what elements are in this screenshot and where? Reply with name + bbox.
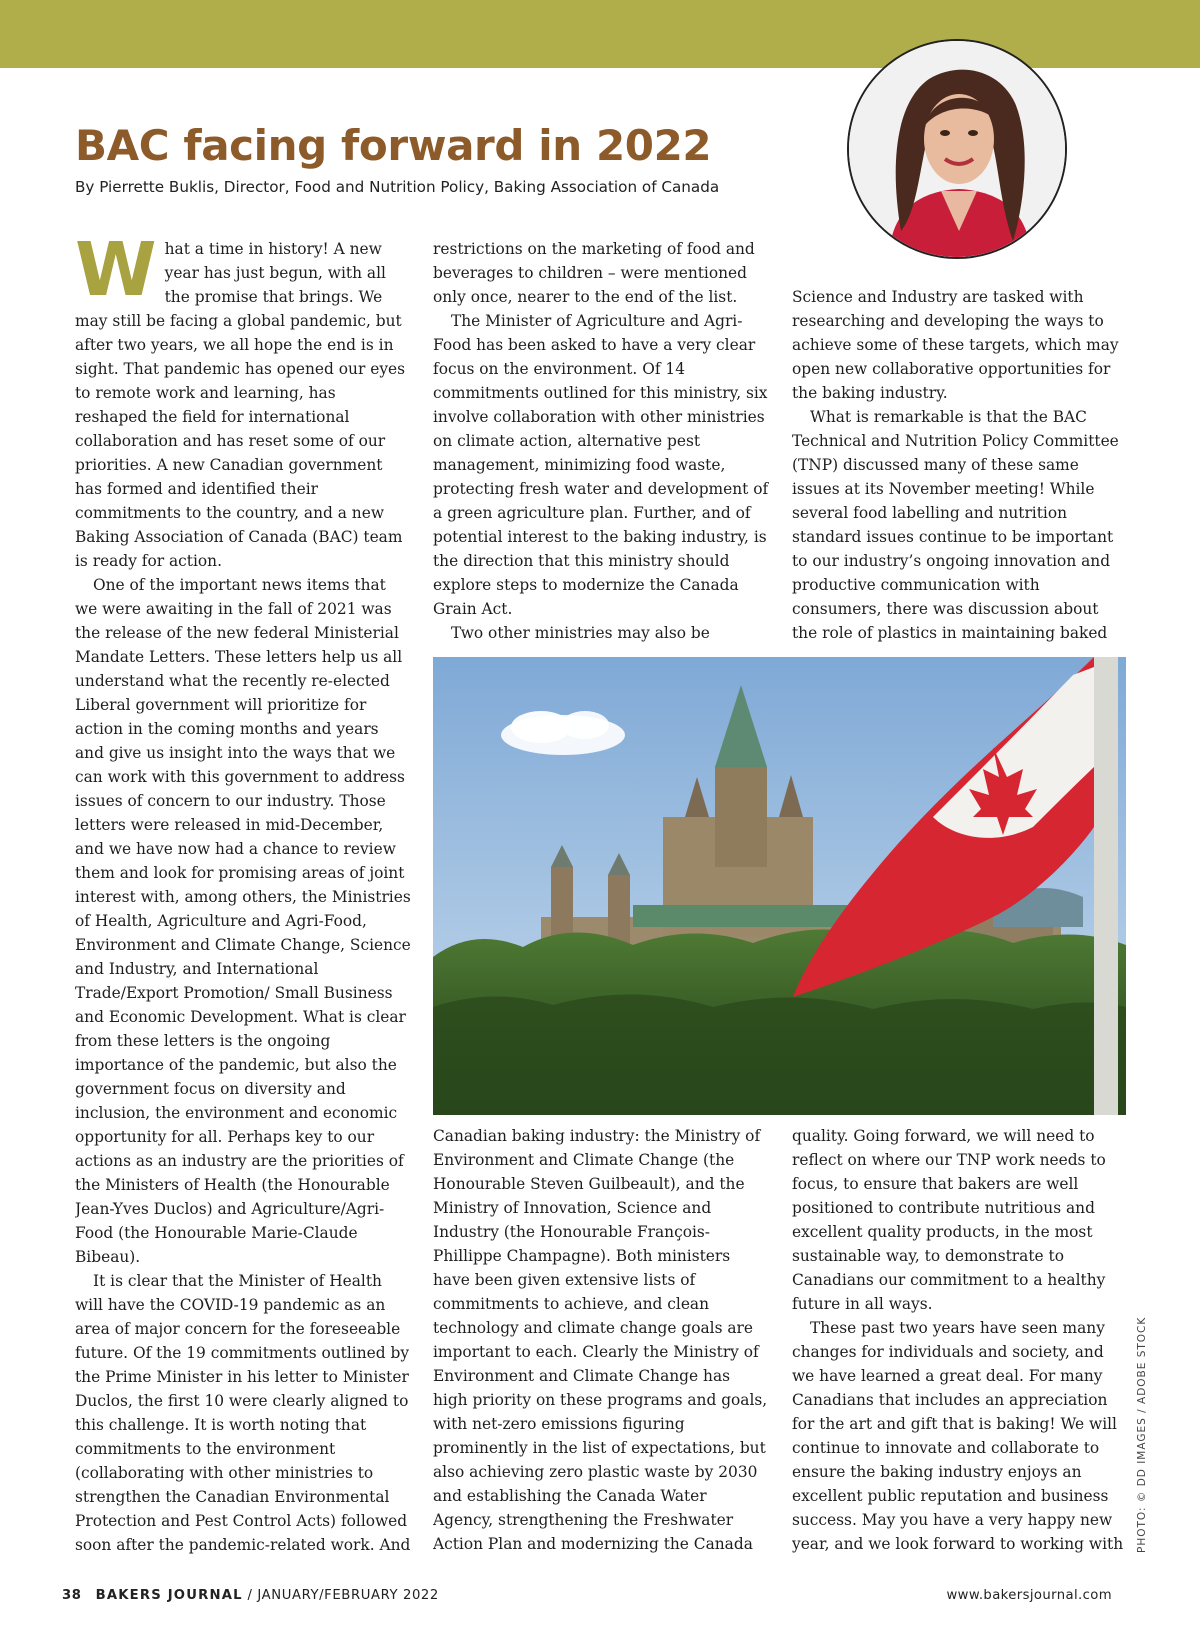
paragraph: quality. Going forward, we will need to reflect on where our TNP work needs to focus, to ensure that bakers are well positioned to contribute nutritious and excellent quality products, in the most sustainable way, to demonstrate to Canadians our commitment to a healthy future in all ways. xyxy=(792,1127,1106,1313)
paragraph: Two other ministries may also be xyxy=(451,624,710,642)
paragraph: restrictions on the marketing of food and beverages to children – were mentioned only once, nearer to the end of the list. xyxy=(433,240,755,306)
column-2-top xyxy=(433,237,769,645)
column-3-top xyxy=(792,285,1128,645)
paragraph-text: hat a time in history! A new year has just begun, with all the promise that brings. We may still be facing a global pandemic, but after two years, we all hope the end is in sight. That pandemic has opened our eyes to remote work and learning, has reshaped the field for international collaboration and has reset some of our priorities. A new Canadian government has formed and identified their commitments to the country, and a new Baking Association of Canada (BAC) team is ready for action. xyxy=(75,240,406,570)
author-portrait xyxy=(847,39,1067,259)
article-byline: By Pierrette Buklis, Director, Food and Nutrition Policy, Baking Association of Canada xyxy=(75,178,720,196)
author-photo-image xyxy=(849,41,1067,259)
column-2-bottom xyxy=(433,1124,769,1556)
issue-date: / JANUARY/FEBRUARY 2022 xyxy=(242,1588,439,1603)
page-footer xyxy=(62,1588,1112,1603)
magazine-name: BAKERS JOURNAL xyxy=(95,1588,243,1603)
paragraph: Canadian baking industry: the Ministry of Environment and Climate Change (the Honourable Steven Guilbeault), and the Ministry of Innovation, Science and Industry (the Honourable François-Phillippe Champagne). Both ministers have been given extensive lists of commitments to achieve, and clean technology and climate change goals are important to each. Clearly the Ministry of Environment and Climate Change has high priority on these programs and goals, with net-zero emissions figuring prominently in the list of expectations, but also achieving zero plastic waste by 2030 and establishing the Canada Water Agency, strengthening the Freshwater Action Plan and modernizing the Canada xyxy=(433,1127,768,1553)
parliament-flag-photo xyxy=(433,657,1126,1115)
page-number: 38 xyxy=(62,1588,82,1603)
paragraph: Science and Industry are tasked with researching and developing the ways to achieve some of these targets, which may open new collaborative opportunities for the baking industry. xyxy=(792,288,1119,402)
paragraph: It is clear that the Minister of Health will have the COVID-19 pandemic as an area of major concern for the foreseeable future. Of the 19 commitments outlined by the Prime Minister in his letter to Minister Duclos, the first 10 were clearly aligned to this challenge. It is worth noting that commitments to the environment (collaborating with other ministries to strengthen the Canadian Environmental Protection and Pest Control Acts) followed soon after the pandemic-related work. And xyxy=(75,1272,411,1554)
paragraph xyxy=(75,237,411,573)
column-3-bottom xyxy=(792,1124,1128,1556)
photo-credit xyxy=(1136,1318,1150,1553)
photo-credit-text: PHOTO: © DD IMAGES / ADOBE STOCK xyxy=(1136,1316,1148,1553)
paragraph: One of the important news items that we were awaiting in the fall of 2021 was the release of the new federal Ministerial Mandate Letters. These letters help us all understand what the recently re-elected Liberal government will prioritize for action in the coming months and years and give us insight into the ways that we can work with this government to address issues of concern to our industry. Those letters were released in mid-December, and we have now had a chance to review them and look for promising areas of joint interest with, among others, the Ministries of Health, Agriculture and Agri-Food, Environment and Climate Change, Science and Industry, and International Trade/Export Promotion/ Small Business and Economic Development. What is clear from these letters is the ongoing importance of the pandemic, but also the government focus on diversity and inclusion, the environment and economic opportunity for all. Perhaps key to our actions as an industry are the priorities of the Ministers of Health (the Honourable Jean-Yves Duclos) and Agriculture/Agri-Food (the Honourable Marie-Claude Bibeau). xyxy=(75,576,411,1266)
drop-cap: W xyxy=(75,237,157,313)
paragraph: What is remarkable is that the BAC Technical and Nutrition Policy Committee (TNP) discussed many of these same issues at its November meeting! While several food labelling and nutrition standard issues continue to be important to our industry’s ongoing innovation and productive communication with consumers, there was discussion about the role of plastics in maintaining baked xyxy=(792,408,1119,642)
paragraph: The Minister of Agriculture and Agri-Food has been asked to have a very clear focus on the environment. Of 14 commitments outlined for this ministry, six involve collaboration with other ministries on climate action, alternative pest management, minimizing food waste, protecting fresh water and development of a green agriculture plan. Further, and of potential interest to the baking industry, is the direction that this ministry should explore steps to modernize the Canada Grain Act. xyxy=(433,312,769,618)
column-1 xyxy=(75,237,411,1557)
article-title: BAC facing forward in 2022 xyxy=(75,121,712,170)
header-banner xyxy=(0,0,1200,68)
paragraph: These past two years have seen many changes for individuals and society, and we have learned a great deal. For many Canadians that includes an appreciation for the art and gift that is baking! We will continue to innovate and collaborate to ensure the baking industry enjoys an excellent public reputation and business success. May you have a very happy new year, and we look forward to working with xyxy=(792,1319,1124,1553)
photo-image xyxy=(433,657,1126,1115)
website-link[interactable]: www.bakersjournal.com xyxy=(946,1588,1112,1603)
